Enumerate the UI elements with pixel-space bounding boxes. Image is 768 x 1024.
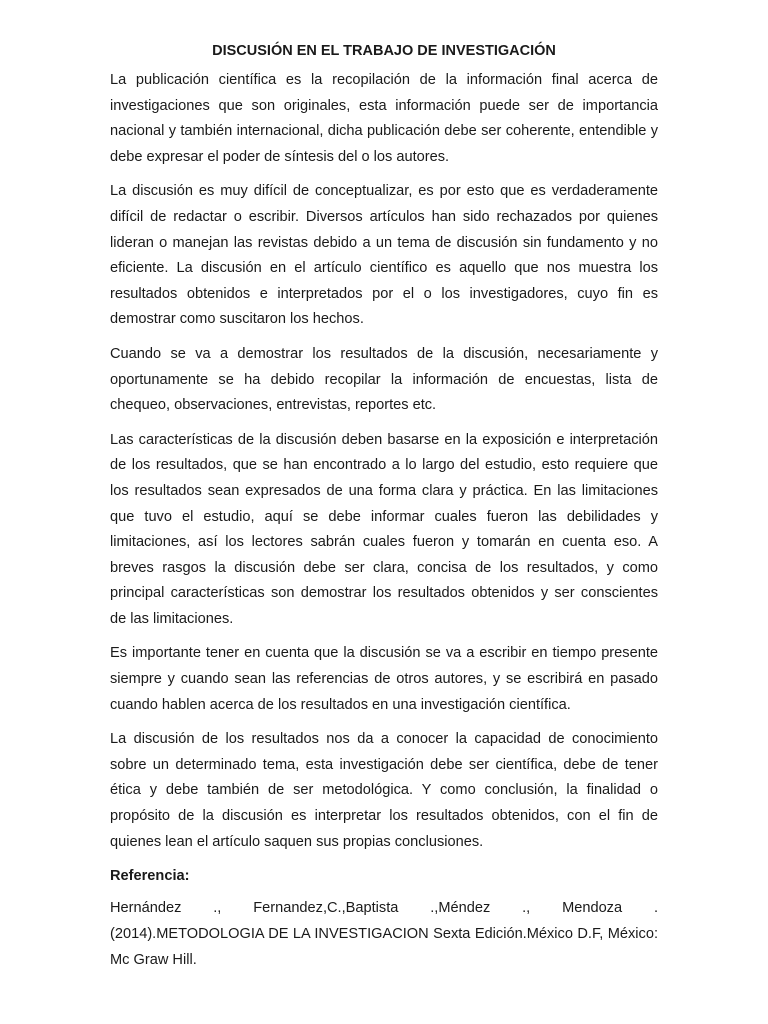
paragraph-6: La discusión de los resultados nos da a conocer la capacidad de conocimiento sobre un determinado tema, esta investigación debe ser científica, debe de tener ética y debe también de ser metodológica. Y como conclusión, la finalidad o propósito de la discusión es interpretar los resultados obtenidos, con el fin de quienes lean el artículo saquen sus propias conclusiones.	[110, 731, 658, 850]
reference-details: (2014).METODOLOGIA DE LA INVESTIGACION Sexta Edición.México D.F, México: Mc Graw Hill.	[110, 926, 658, 969]
document-title: DISCUSIÓN EN EL TRABAJO DE INVESTIGACIÓN	[212, 43, 556, 59]
paragraph-1: La publicación científica es la recopilación de la información final acerca de investigaciones que son originales, esta información puede ser de importancia nacional y también internacional, dicha publicación debe ser coherente, entendible y debe expresar el poder de síntesis del o los autores.	[110, 72, 658, 165]
paragraph-5: Es importante tener en cuenta que la discusión se va a escribir en tiempo presente siempre y cuando sean las referencias de otros autores, y se escribirá en pasado cuando hablen acerca de los resultados en una investigación científica.	[110, 645, 658, 713]
document-page	[110, 42, 658, 973]
reference-heading: Referencia:	[110, 868, 190, 885]
paragraph-4: Las características de la discusión deben basarse en la exposición e interpretación de los resultados, que se han encontrado a lo largo del estudio, esto requiere que los resultados sean expresados de una forma clara y práctica. En las limitaciones que tuvo el estudio, aquí se debe informar cuales fueron las debilidades y limitaciones, así los lectores sabrán cuales fueron y tomarán en cuenta eso. A breves rasgos la discusión debe ser clara, concisa de los resultados, y como principal características son demostrar los resultados obtenidos y ser conscientes de las limitaciones.	[110, 431, 658, 627]
reference-authors: Hernández ., Fernandez,C.,Baptista .,Méndez ., Mendoza .	[110, 900, 658, 917]
paragraph-3: Cuando se va a demostrar los resultados de la discusión, necesariamente y oportunamente se ha debido recopilar la información de encuestas, lista de chequeo, observaciones, entrevistas, reportes etc.	[110, 345, 658, 414]
reference-entry	[110, 895, 658, 973]
paragraph-2: La discusión es muy difícil de conceptualizar, es por esto que es verdaderamente difícil de redactar o escribir. Diversos artículos han sido rechazados por quienes lideran o manejan las revistas debido a un tema de discusión sin fundamento y no eficiente. La discusión en el artículo científico es aquello que nos muestra los resultados obtenidos e interpretados por el o los investigadores, cuyo fin es demostrar como suscitaron los hechos.	[110, 183, 658, 328]
